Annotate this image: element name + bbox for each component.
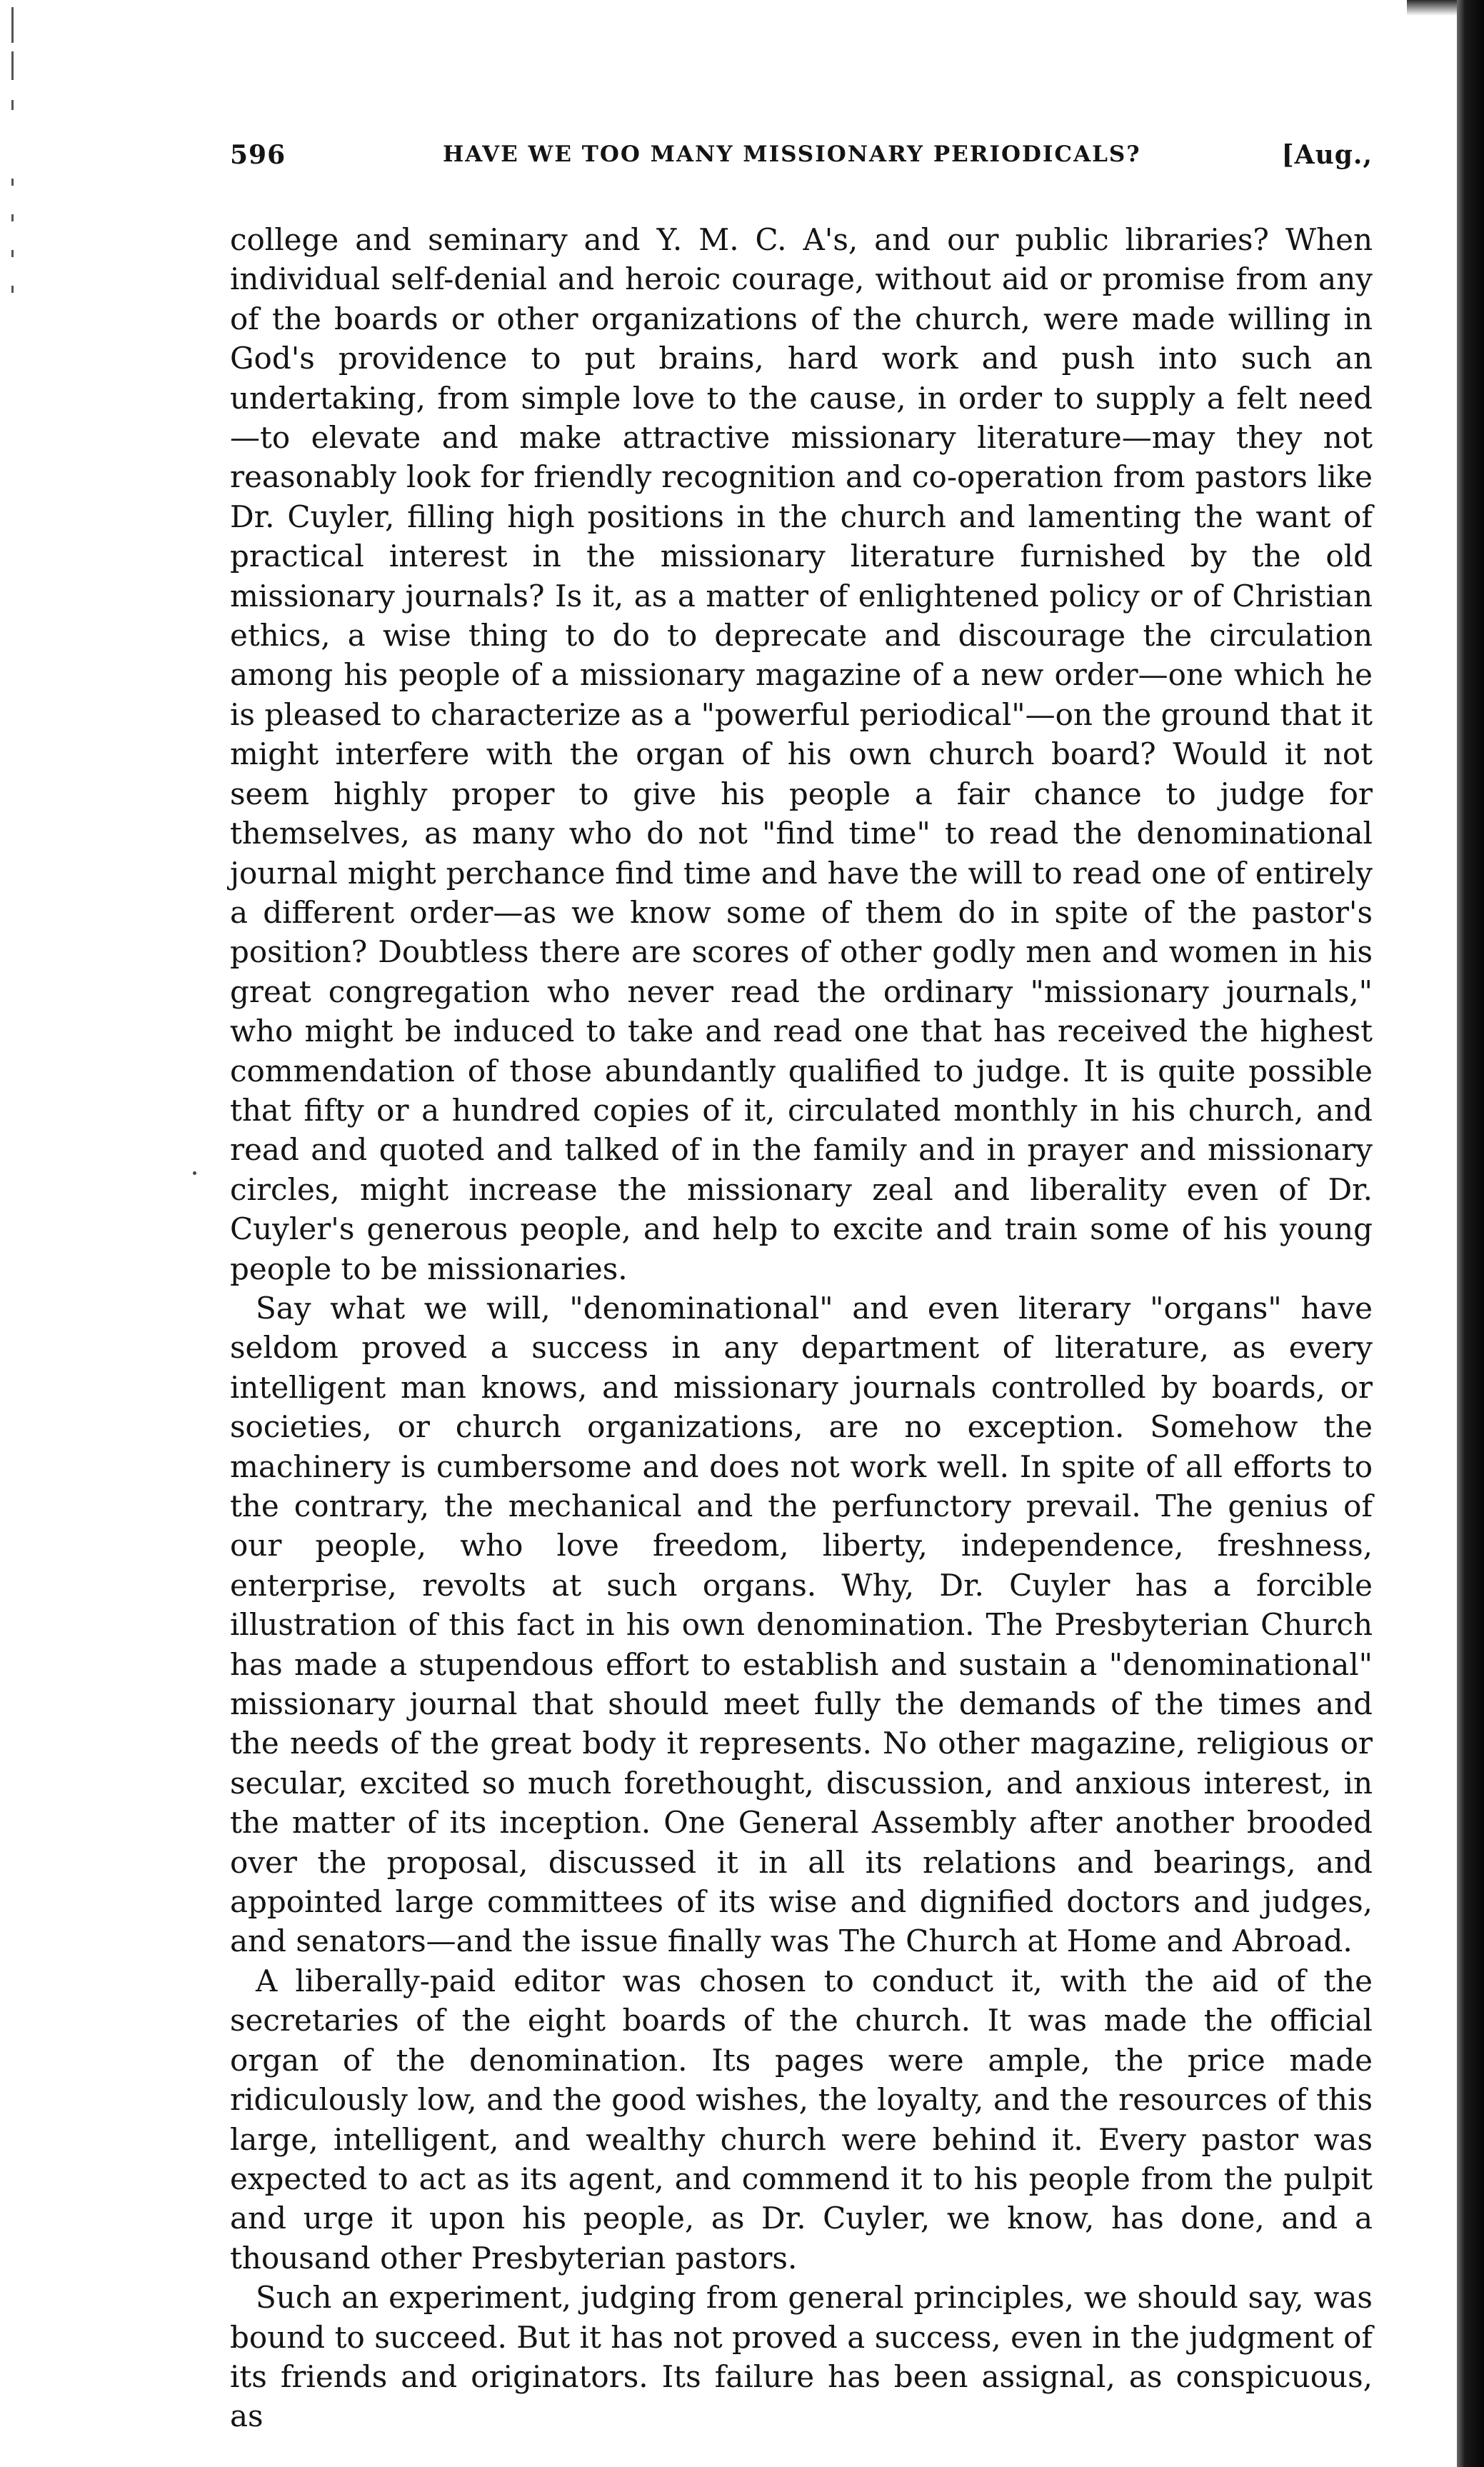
left-edge-marks xyxy=(9,0,20,300)
paragraph-3: A liberally-paid editor was chosen to conduct it, with the aid of the secretaries of the eight boards of the church. It was made the official organ of the denomination. Its pages were ample, the price made ridiculously low, and the good wishes, the loyalty, and the resources of this large, intelligent, and wealthy church were behind it. Every pastor was expected to act as its agent, and commend it to his people from the pulpit and urge it upon his people, as Dr. Cuyler, we know, has done, and a thousand other Presbyterian pastors. xyxy=(230,1963,1373,2276)
paragraph-4: Such an experiment, judging from general principles, we should say, was bound to succeed. But it has not proved a success, even in the judgment of its friends and originators. Its failure has been assignal, as conspicuous, as xyxy=(230,2280,1373,2434)
page-number: 596 xyxy=(230,140,286,170)
running-month: [Aug., xyxy=(1281,140,1373,170)
running-header xyxy=(230,140,1373,183)
page-edge-corner xyxy=(1407,0,1457,16)
running-title: HAVE WE TOO MANY MISSIONARY PERIODICALS? xyxy=(443,141,1141,167)
book-page xyxy=(230,140,1373,2436)
paragraph-1: college and seminary and Y. M. C. A's, and our public libraries? When individual self-denial and heroic courage, without aid or promise from any of the boards or other organizations of the church, were made willing in God's providence to put brains, hard work and push into such an undertaking, from simple love to the cause, in order to supply a felt need—to elevate and make attractive missionary literature—may they not reasonably look for friendly recognition and co-operation from pastors like Dr. Cuyler, filling high positions in the church and lamenting the want of practical interest in the missionary literature furnished by the old missionary journals? Is it, as a matter of enlightened policy or of Christian ethics, a wise thing to do to deprecate and discourage the circulation among his people of a missionary magazine of a new order—one which he is pleased to characterize as a "powerful periodical"—on the ground that it might interfere with the organ of his own church board? Would it not seem highly proper to give his people a fair chance to judge for themselves, as many who do not "find time" to read the denominational journal might perchance find time and have the will to read one of entirely a different order—as we know some of them do in spite of the pastor's position? Doubtless there are scores of other godly men and women in his great congregation who never read the ordinary "missionary journals," who might be induced to take and read one that has received the highest commendation of those abundantly qualified to judge. It is quite possible that fifty or a hundred copies of it, circulated monthly in his church, and read and quoted and talked of in the family and in prayer and missionary circles, might increase the missionary zeal and liberality even of Dr. Cuyler's generous people, and help to excite and train some of his young people to be missionaries. xyxy=(230,222,1373,1286)
page-edge-shadow xyxy=(1457,0,1484,2467)
body-text xyxy=(230,220,1373,2436)
margin-dot xyxy=(193,1171,196,1175)
paragraph-2: Say what we will, "denominational" and even literary "organs" have seldom proved a success in any department of literature, as every intelligent man knows, and missionary journals controlled by boards, or societies, or church organizations, are no exception. Somehow the machinery is cumbersome and does not work well. In spite of all efforts to the contrary, the mechanical and the perfunctory prevail. The genius of our people, who love freedom, liberty, independence, freshness, enterprise, revolts at such organs. Why, Dr. Cuyler has a forcible illustration of this fact in his own denomination. The Presbyterian Church has made a stupendous effort to establish and sustain a "denominational" missionary journal that should meet fully the demands of the times and the needs of the great body it represents. No other magazine, religious or secular, excited so much forethought, discussion, and anxious interest, in the matter of its inception. One General Assembly after another brooded over the proposal, discussed it in all its relations and bearings, and appointed large committees of its wise and dignified doctors and judges, and senators—and the issue finally was The Church at Home and Abroad. xyxy=(230,1290,1373,1959)
